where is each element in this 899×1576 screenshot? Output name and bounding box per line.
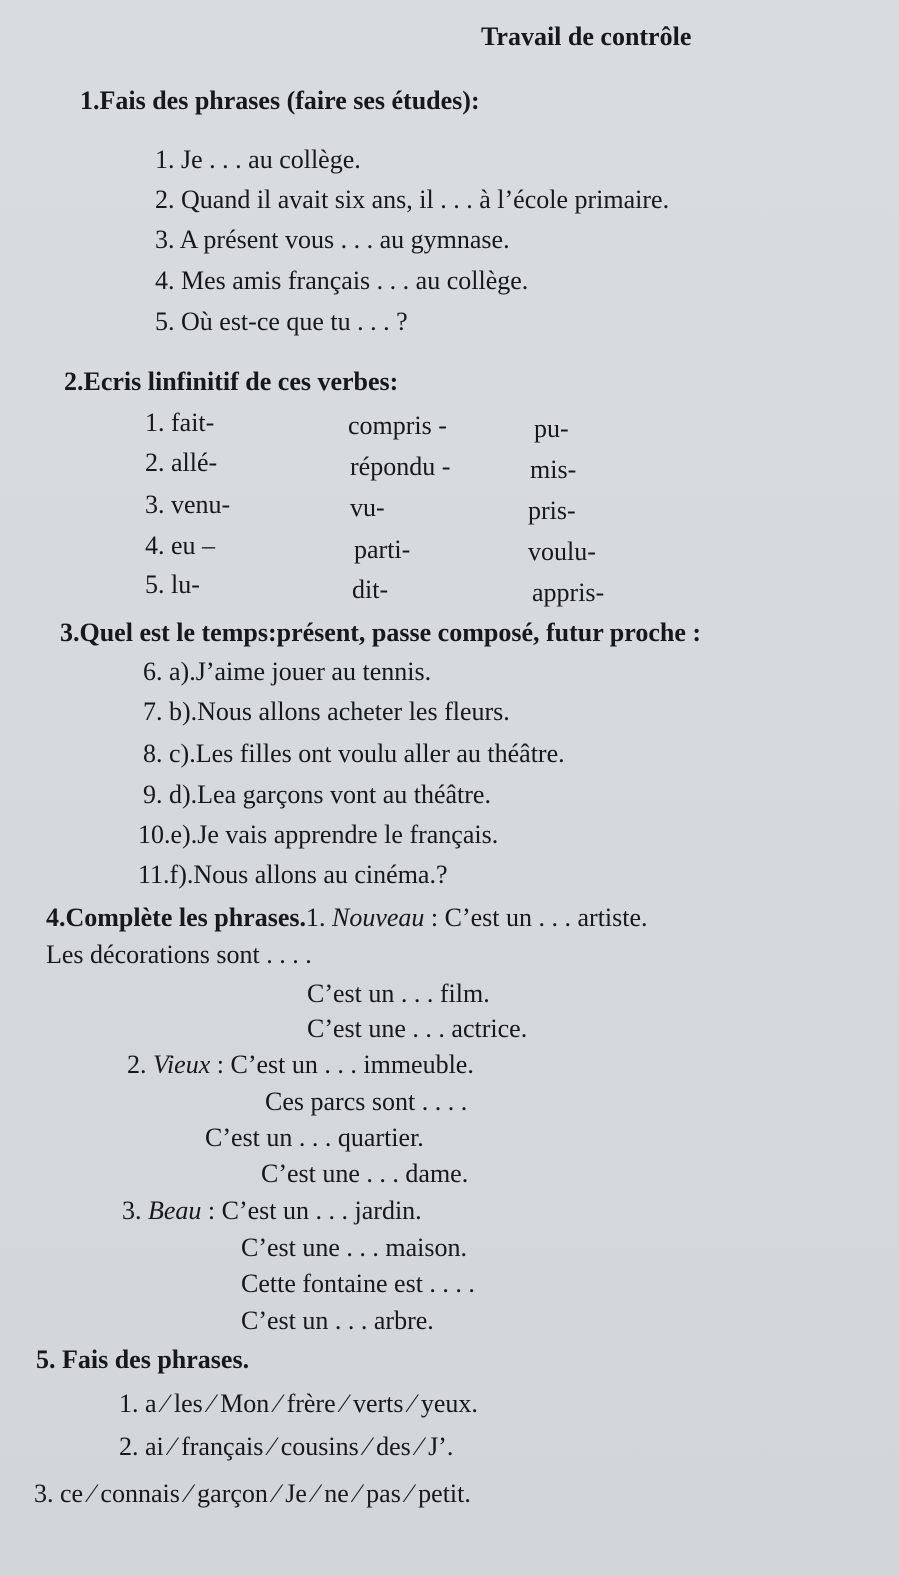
section-2-heading: 2.Ecris linfinitif de ces verbes: xyxy=(64,367,399,396)
s2-col3-item-2: mis- xyxy=(530,455,577,484)
s4-num-2: 2. xyxy=(127,1050,153,1079)
s2-col2-item-1: compris - xyxy=(348,411,447,440)
s2-col2-item-2: répondu - xyxy=(350,452,451,481)
section-1-heading: 1.Fais des phrases (faire ses études): xyxy=(80,86,480,115)
s5-item-3: 3. ce ⁄ connais ⁄ garçon ⁄ Je ⁄ ne ⁄ pas ⁄ petit. xyxy=(34,1479,471,1508)
s4-num-1: 1. xyxy=(305,903,332,932)
s4-word-nouveau: Nouveau xyxy=(331,903,425,932)
s2-col3-item-1: pu- xyxy=(534,414,569,443)
s4-line-3b: C’est une . . . maison. xyxy=(241,1233,468,1262)
s4-line-1b: Les décorations sont . . . . xyxy=(46,940,312,969)
s3-item-11: 11.f).Nous allons au cinéma.? xyxy=(138,860,448,889)
s4-line-2c: C’est un . . . quartier. xyxy=(205,1123,424,1152)
section-5-heading: 5. Fais des phrases. xyxy=(36,1345,250,1374)
s1-item-3: 3. A présent vous . . . au gymnase. xyxy=(155,225,510,254)
s4-line-2d: C’est une . . . dame. xyxy=(261,1159,469,1188)
s2-col2-item-3: vu- xyxy=(350,493,385,522)
s4-line-3d: C’est un . . . arbre. xyxy=(241,1306,434,1335)
s4-line-3c: Cette fontaine est . . . . xyxy=(241,1269,475,1298)
s4-line-2b: Ces parcs sont . . . . xyxy=(265,1087,468,1116)
s2-col2-item-4: parti- xyxy=(354,535,411,564)
s4-group-3-line xyxy=(122,1196,422,1226)
s2-col2-item-5: dit- xyxy=(352,575,389,604)
s1-item-1: 1. Je . . . au collège. xyxy=(155,145,361,174)
s4-line-1c: C’est un . . . film. xyxy=(307,979,490,1008)
s3-item-10: 10.e).Je vais apprendre le français. xyxy=(138,820,499,849)
s2-col3-item-5: appris- xyxy=(532,578,605,607)
s4-word-beau: Beau xyxy=(148,1196,202,1225)
s4-num-3: 3. xyxy=(122,1196,148,1225)
s1-item-4: 4. Mes amis français . . . au collège. xyxy=(155,266,529,295)
s5-item-2: 2. ai ⁄ français ⁄ cousins ⁄ des ⁄ J’. xyxy=(119,1432,454,1461)
s4-line-1d: C’est une . . . actrice. xyxy=(307,1014,528,1043)
s2-col1-item-3: 3. venu- xyxy=(145,490,231,519)
page-title: Travail de contrôle xyxy=(481,22,692,51)
s2-col1-item-5: 5. lu- xyxy=(145,570,200,599)
s2-col1-item-1: 1. fait- xyxy=(145,408,215,437)
s4-group-2-line xyxy=(127,1050,474,1080)
s2-col1-item-2: 2. allé- xyxy=(145,448,218,477)
s3-item-8: 8. c).Les filles ont voulu aller au théâtre. xyxy=(143,739,565,768)
s3-item-6: 6. a).J’aime jouer au tennis. xyxy=(143,657,432,686)
section-4-heading: 4.Complète les phrases. xyxy=(46,903,306,932)
s1-item-2: 2. Quand il avait six ans, il . . . à l’école primaire. xyxy=(155,185,670,214)
s4-line-3a: : C’est un . . . jardin. xyxy=(201,1196,422,1225)
s3-item-7: 7. b).Nous allons acheter les fleurs. xyxy=(143,697,510,726)
s5-item-1: 1. a ⁄ les ⁄ Mon ⁄ frère ⁄ verts ⁄ yeux. xyxy=(119,1389,478,1418)
s4-line-1a: : C’est un . . . artiste. xyxy=(424,903,648,932)
s1-item-5: 5. Où est-ce que tu . . . ? xyxy=(155,307,408,336)
section-4-first-line xyxy=(46,903,648,933)
s4-line-2a: : C’est un . . . immeuble. xyxy=(210,1050,474,1079)
s4-word-vieux: Vieux xyxy=(153,1050,211,1079)
s2-col3-item-4: voulu- xyxy=(528,537,596,566)
s2-col1-item-4: 4. eu – xyxy=(145,531,216,560)
s3-item-9: 9. d).Lea garçons vont au théâtre. xyxy=(143,780,491,809)
section-3-heading: 3.Quel est le temps:présent, passe composé, futur proche : xyxy=(60,618,702,647)
s2-col3-item-3: pris- xyxy=(528,496,576,525)
